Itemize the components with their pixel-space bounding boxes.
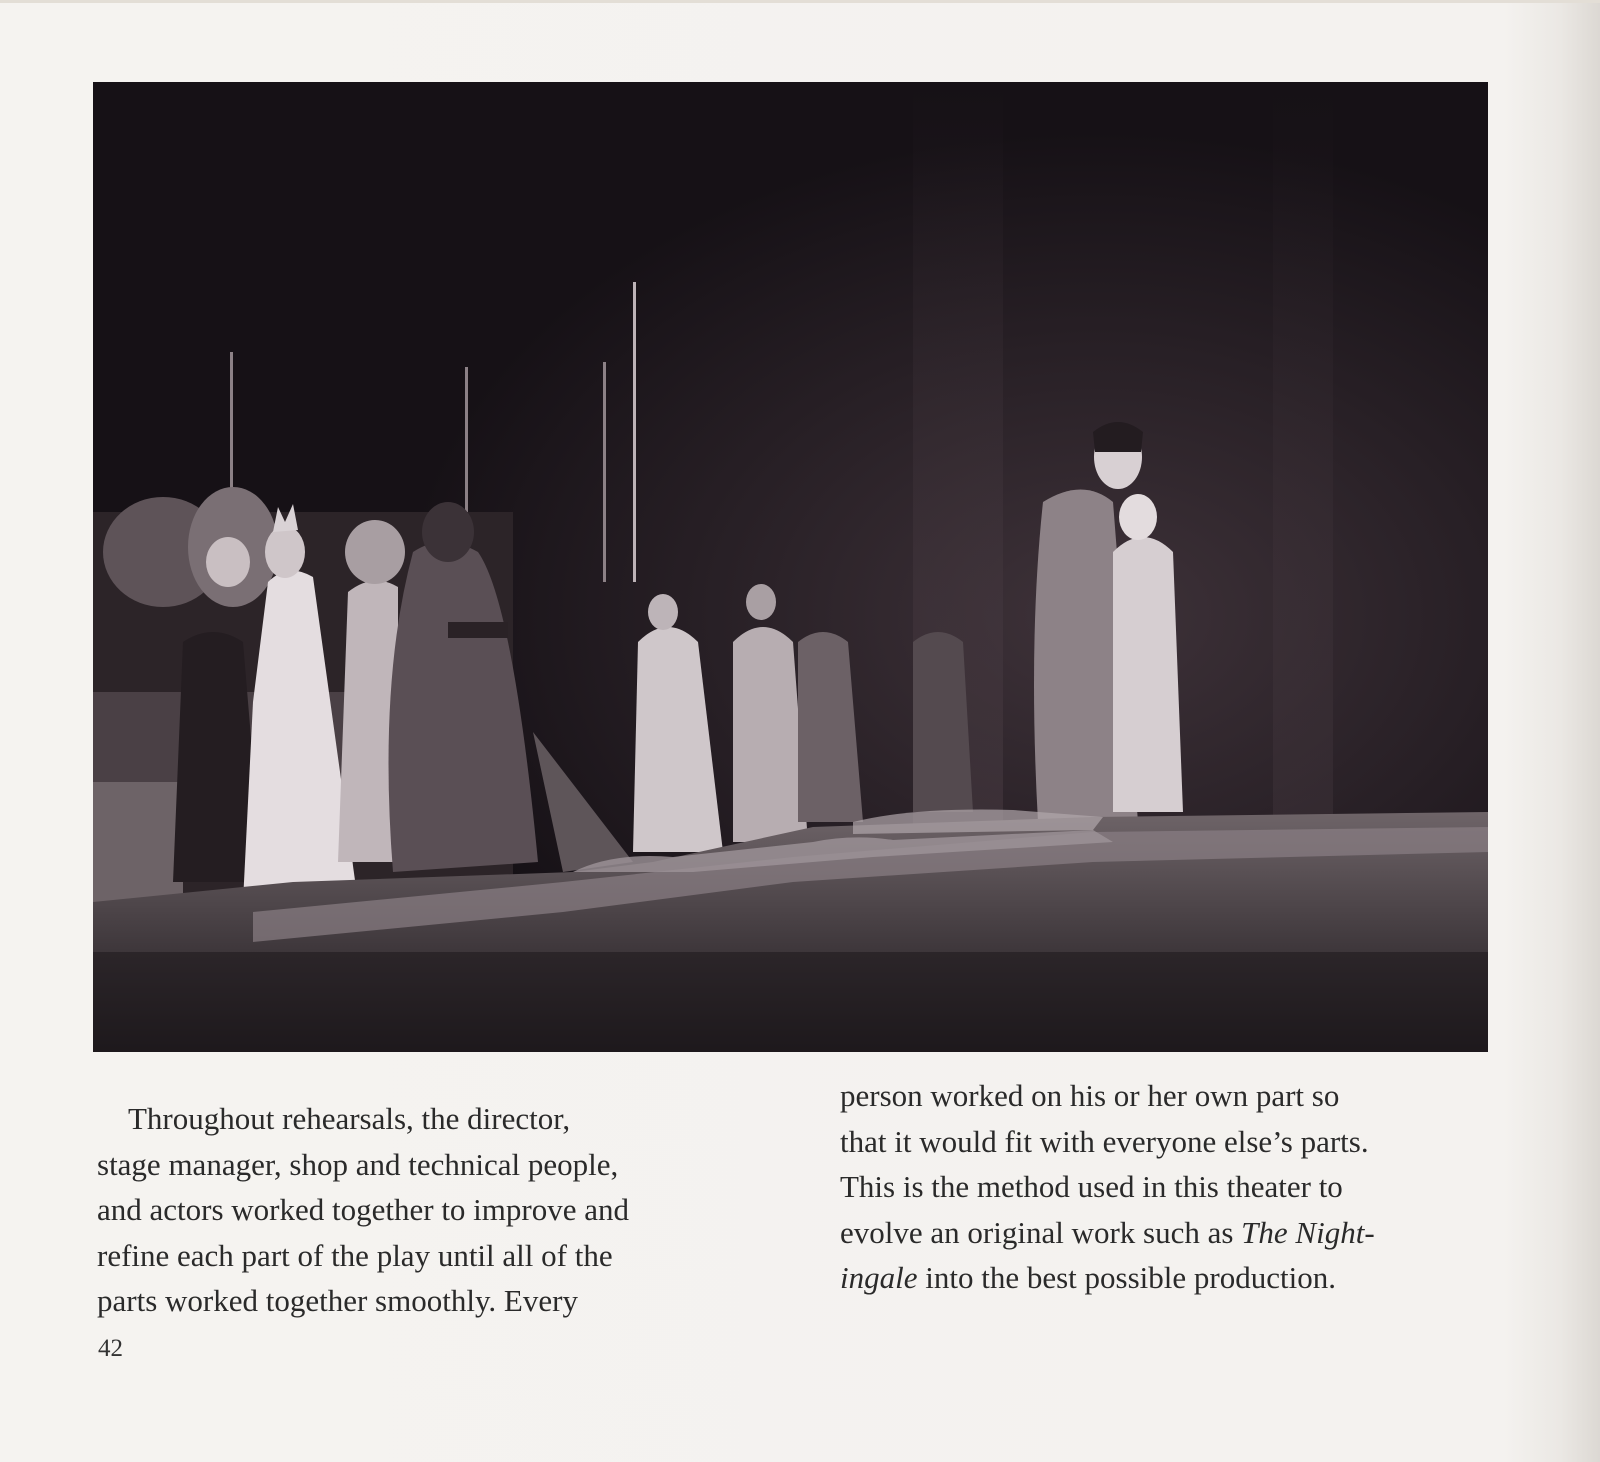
- title-italic: ingale: [840, 1260, 918, 1295]
- text-line: Throughout rehearsals, the director,: [128, 1101, 571, 1136]
- text-line: parts worked together smoothly. Every: [97, 1283, 578, 1318]
- text-segment: into the best possible production.: [917, 1260, 1336, 1295]
- text-line: person worked on his or her own part so: [840, 1078, 1340, 1113]
- stage-performance-photo-icon: [93, 82, 1488, 1052]
- left-text-column: [97, 1096, 757, 1324]
- title-italic: The Night-: [1241, 1214, 1375, 1250]
- page-number: 42: [98, 1335, 123, 1362]
- text-line: [840, 1210, 1500, 1256]
- text-line: and actors worked together to improve and: [97, 1192, 629, 1227]
- text-line: that it would fit with everyone else’s parts.: [840, 1123, 1369, 1159]
- text-line: refine each part of the play until all of the: [97, 1237, 613, 1273]
- text-line: [840, 1255, 1500, 1301]
- text-line: stage manager, shop and technical people,: [97, 1146, 619, 1182]
- right-text-column: [840, 1073, 1500, 1301]
- text-segment: evolve an original work such as: [840, 1214, 1242, 1250]
- text-line: This is the method used in this theater to: [840, 1169, 1343, 1204]
- page-top-edge: [0, 0, 1600, 3]
- stage-performance-photo: [93, 82, 1488, 1052]
